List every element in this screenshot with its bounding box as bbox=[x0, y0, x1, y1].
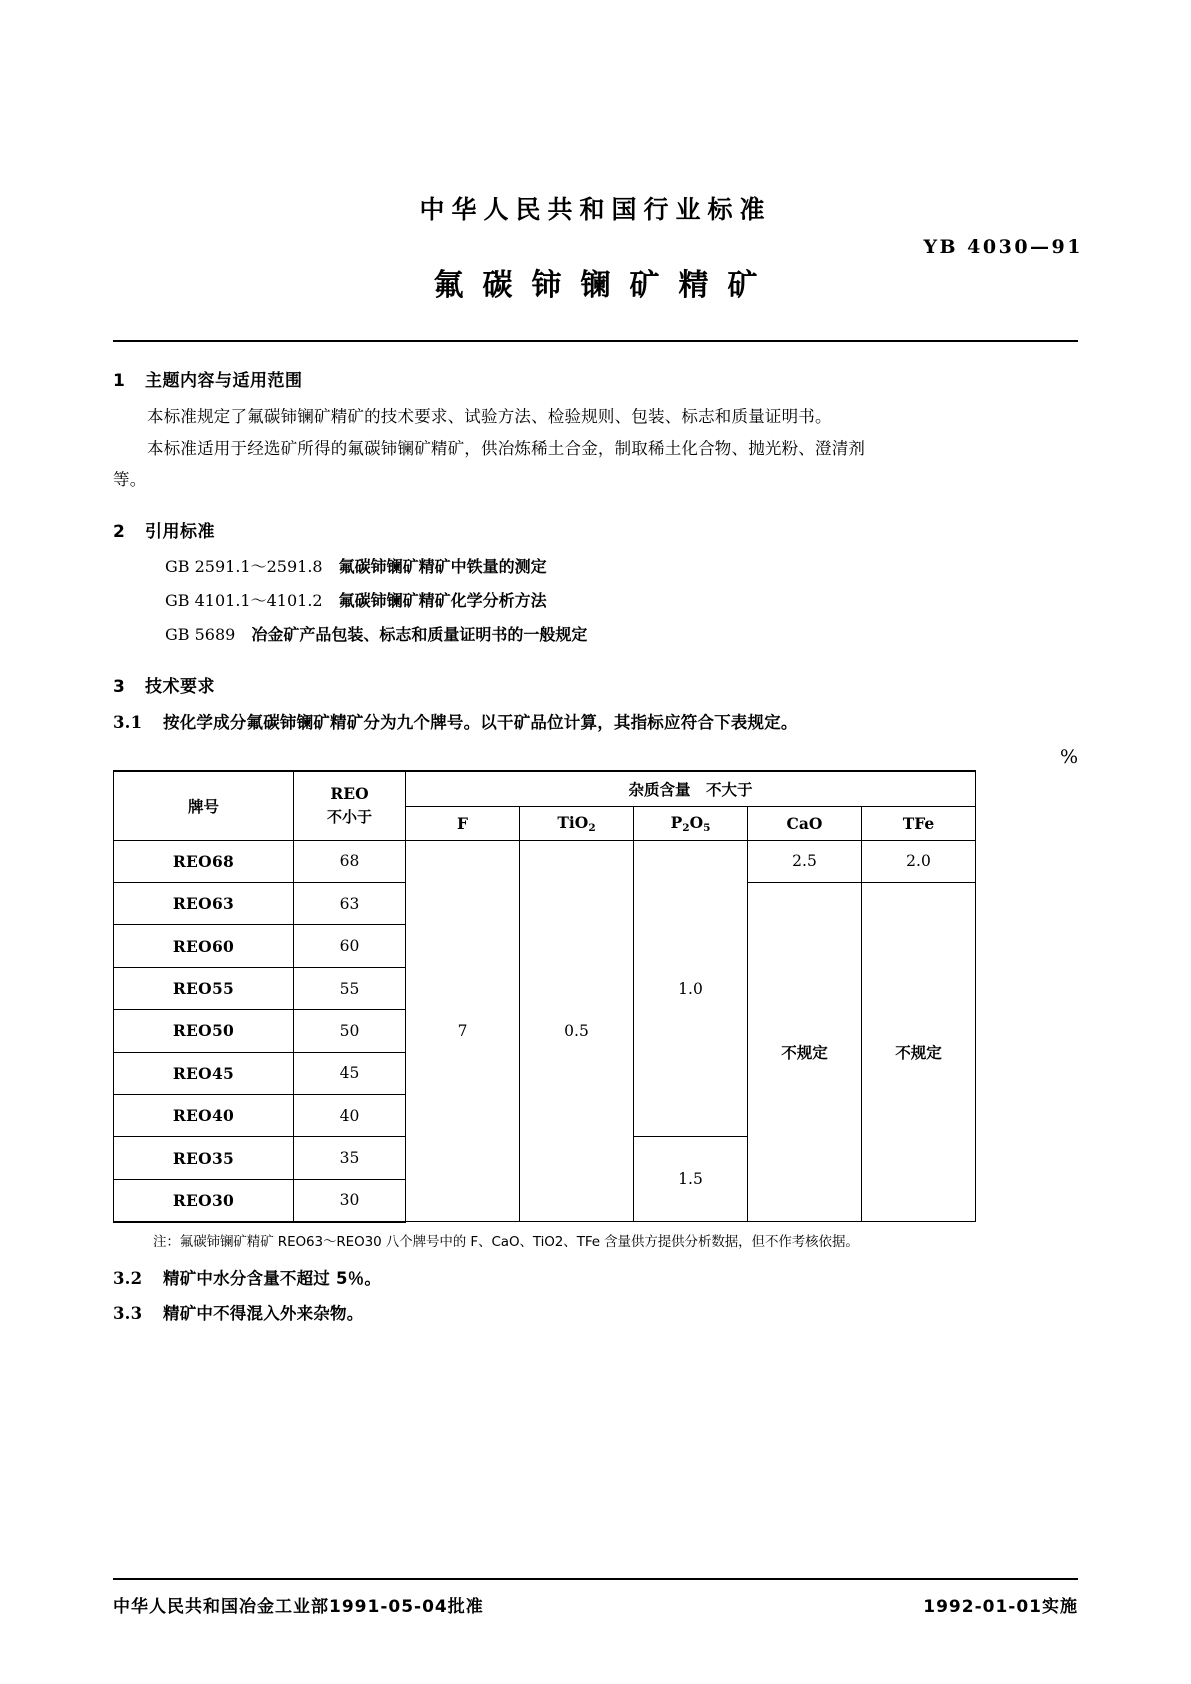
cell-p2o5-value-bottom: 1.5 bbox=[634, 1137, 748, 1222]
header-tio2 bbox=[520, 806, 634, 840]
clause-3-2 bbox=[113, 1266, 1078, 1292]
section-1-title: 主题内容与适用范围 bbox=[145, 371, 303, 391]
header-f: F bbox=[406, 806, 520, 840]
header-tio2-sub: 2 bbox=[588, 821, 596, 834]
reference-item bbox=[165, 589, 1078, 614]
row-grade: REO60 bbox=[114, 925, 294, 967]
section-3-heading bbox=[113, 674, 1078, 700]
row-reo: 60 bbox=[294, 925, 406, 967]
header-p2o5-sub1: 2 bbox=[682, 821, 690, 834]
section-3-number: 3 bbox=[113, 676, 126, 697]
section-1-paragraph-1: 本标准规定了氟碳铈镧矿精矿的技术要求、试验方法、检验规则、包装、标志和质量证明书。 bbox=[147, 407, 832, 427]
table-note-text: 注：氟碳铈镧矿精矿 REO63～REO30 八个牌号中的 F、CaO、TiO2、TFe 含量供方提供分析数据，但不作考核依据。 bbox=[153, 1233, 859, 1250]
header-tfe: TFe bbox=[862, 806, 976, 840]
header-p2o5-p: P bbox=[670, 812, 683, 832]
cell-f-value: 7 bbox=[406, 840, 520, 1222]
document-title: 氟碳铈镧矿精矿 bbox=[433, 268, 777, 303]
table-note bbox=[113, 1232, 1078, 1252]
row-grade: REO35 bbox=[114, 1137, 294, 1179]
row-grade: REO50 bbox=[114, 1010, 294, 1052]
reference-code: GB 2591.1～2591.8 bbox=[165, 557, 323, 577]
reference-title: 氟碳铈镧矿精矿中铁量的测定 bbox=[338, 557, 547, 577]
row-reo: 35 bbox=[294, 1137, 406, 1179]
specification-table bbox=[113, 770, 976, 1223]
row-grade: REO30 bbox=[114, 1179, 294, 1221]
approval-statement: 中华人民共和国冶金工业部1991-05-04批准 bbox=[113, 1597, 484, 1617]
section-1-heading bbox=[113, 368, 1078, 394]
header-reo-line1: REO bbox=[330, 784, 369, 804]
document-body bbox=[113, 368, 1078, 736]
header-p2o5-o: O bbox=[689, 812, 704, 832]
header-cao: CaO bbox=[748, 806, 862, 840]
reference-item bbox=[165, 555, 1078, 580]
header-reo-line2: 不小于 bbox=[326, 808, 372, 827]
row-reo: 50 bbox=[294, 1010, 406, 1052]
header-p2o5-sub2: 5 bbox=[703, 821, 711, 834]
reference-title: 冶金矿产品包装、标志和质量证明书的一般规定 bbox=[251, 624, 588, 644]
cell-cao-first: 2.5 bbox=[748, 840, 862, 882]
cell-p2o5-value-top: 1.0 bbox=[634, 840, 748, 1137]
reference-code: GB 4101.1～4101.2 bbox=[165, 591, 323, 611]
row-grade: REO55 bbox=[114, 967, 294, 1009]
table-unit-percent: % bbox=[1059, 745, 1078, 768]
section-2-heading bbox=[113, 519, 1078, 545]
header-grade: 牌号 bbox=[114, 771, 294, 841]
row-reo: 55 bbox=[294, 967, 406, 1009]
reference-item bbox=[165, 623, 1078, 648]
section-1-paragraph-2: 本标准适用于经选矿所得的氟碳铈镧矿精矿，供冶炼稀土合金，制取稀土化合物、抛光粉、澄清剂 bbox=[147, 438, 866, 458]
header-p2o5 bbox=[634, 806, 748, 840]
row-reo: 40 bbox=[294, 1095, 406, 1137]
section-3-title: 技术要求 bbox=[145, 676, 215, 697]
row-grade: REO45 bbox=[114, 1052, 294, 1094]
clause-number: 3.2 bbox=[113, 1268, 143, 1288]
document-body-continued bbox=[113, 1266, 1078, 1326]
row-reo: 68 bbox=[294, 840, 406, 882]
clause-number: 3.1 bbox=[113, 713, 143, 733]
header-reo bbox=[294, 771, 406, 841]
implementation-date: 1992-01-01实施 bbox=[923, 1597, 1078, 1617]
clause-number: 3.3 bbox=[113, 1303, 143, 1323]
section-2-number: 2 bbox=[113, 522, 126, 543]
cell-cao-rest: 不规定 bbox=[748, 883, 862, 1222]
header-divider bbox=[113, 340, 1078, 342]
row-reo: 63 bbox=[294, 883, 406, 925]
reference-title: 氟碳铈镧矿精矿化学分析方法 bbox=[338, 591, 547, 611]
section-2-title: 引用标准 bbox=[145, 522, 215, 543]
header-tio2-main: TiO bbox=[557, 812, 589, 832]
row-grade: REO40 bbox=[114, 1095, 294, 1137]
section-1-paragraph-3: 等。 bbox=[113, 470, 147, 490]
cell-tfe-rest: 不规定 bbox=[862, 883, 976, 1222]
standard-code: YB 4030—91 bbox=[923, 236, 1083, 258]
clause-text: 按化学成分氟碳铈镧矿精矿分为九个牌号。以干矿品位计算，其指标应符合下表规定。 bbox=[163, 713, 798, 733]
row-reo: 45 bbox=[294, 1052, 406, 1094]
table-row bbox=[114, 840, 976, 882]
row-grade: REO68 bbox=[114, 840, 294, 882]
cell-tfe-first: 2.0 bbox=[862, 840, 976, 882]
footer-divider bbox=[113, 1578, 1078, 1580]
issuing-organization: 中华人民共和国行业标准 bbox=[419, 195, 772, 224]
cell-tio2-value: 0.5 bbox=[520, 840, 634, 1222]
table-header-row-1 bbox=[114, 771, 976, 807]
header-impurity-group: 杂质含量 不大于 bbox=[406, 771, 976, 807]
row-reo: 30 bbox=[294, 1179, 406, 1221]
clause-text: 精矿中不得混入外来杂物。 bbox=[163, 1303, 364, 1323]
section-1-number: 1 bbox=[113, 371, 126, 391]
page-footer bbox=[113, 1592, 1078, 1617]
row-grade: REO63 bbox=[114, 883, 294, 925]
clause-text: 精矿中水分含量不超过 5％。 bbox=[163, 1268, 382, 1288]
clause-3-1 bbox=[113, 710, 1078, 736]
reference-code: GB 5689 bbox=[165, 624, 236, 644]
clause-3-3 bbox=[113, 1301, 1078, 1327]
